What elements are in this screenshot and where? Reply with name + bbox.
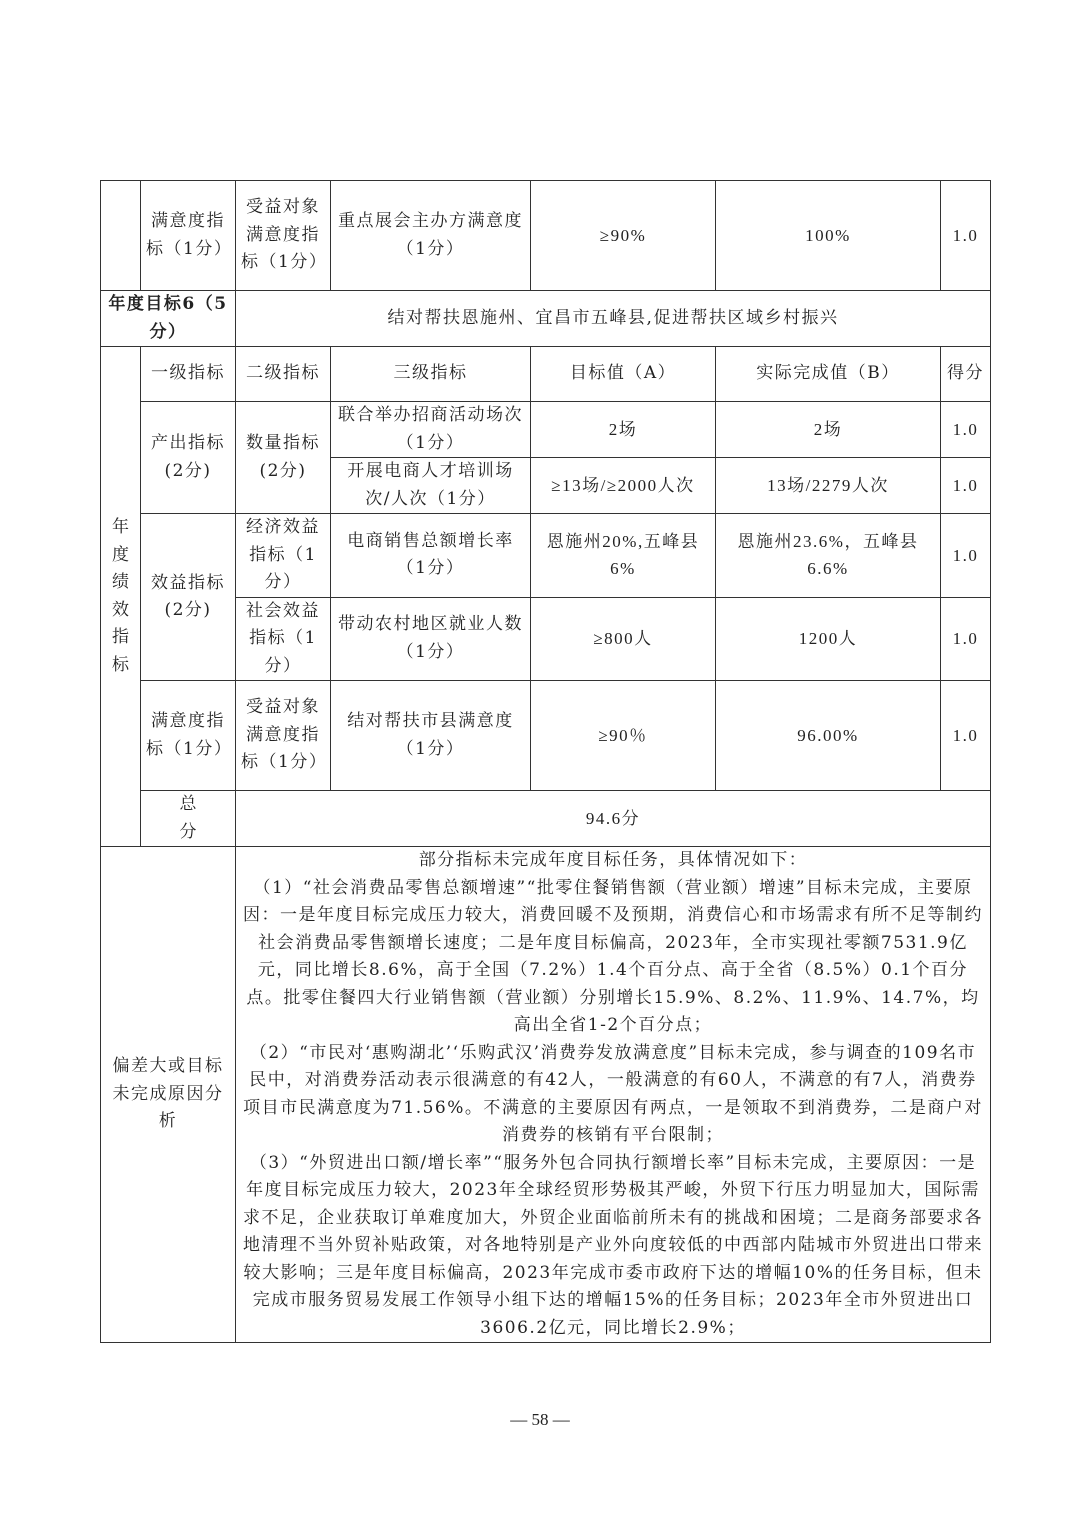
- target-cell: ≥90％: [531, 681, 716, 791]
- score-cell: 1.0: [941, 181, 991, 291]
- page-number: — 58 —: [510, 1410, 570, 1429]
- analysis-paragraph-2: （2）“市民对‘惠购湖北’‘乐购武汉’消费券发放满意度”目标未完成，参与调查的109名市民中，对消费券活动表示很满意的有42人，一般满意的有60人，不满意的有7人，消费券项目市民满意度为71.56%。不满意的主要原因有两点，一是领取不到消费券，二是商户对消费券的核销有平台限制；: [243, 1042, 983, 1145]
- level3-cell: 重点展会主办方满意度（1分）: [331, 181, 531, 291]
- level3-cell: 开展电商人才培训场次/人次（1分）: [331, 458, 531, 514]
- total-value: 94.6分: [236, 791, 991, 847]
- section-label: 年度绩效指标: [101, 347, 141, 847]
- output-level2: 数量指标(2分): [236, 402, 331, 514]
- table-header-row: [101, 347, 991, 402]
- blank-cell: [101, 181, 141, 291]
- score-cell: 1.0: [941, 402, 991, 458]
- table-row: [101, 402, 991, 458]
- level2-cell: 受益对象满意度指标（1分）: [236, 181, 331, 291]
- level2-cell: 经济效益指标（1分）: [236, 514, 331, 598]
- header-actual: 实际完成值（B）: [716, 347, 941, 402]
- score-cell: 1.0: [941, 597, 991, 681]
- goal-label: 年度目标6（5分）: [101, 291, 236, 347]
- analysis-paragraph-1: （1）“社会消费品零售总额增速”“批零住餐销售额（营业额）增速”目标未完成，主要原因：一是年度目标完成压力较大，消费回暖不及预期，消费信心和市场需求有所不足等制约社会消费品零售额增长速度；二是年度目标偏高，2023年，全市实现社零额7531.9亿元，同比增长8.6%，高于全国（7.2%）1.4个百分点、高于全省（8.5%）0.1个百分点。批零住餐四大行业销售额（营业额）分别增长15.9%、8.2%、11.9%、14.7%，均高出全省1-2个百分点；: [243, 877, 983, 1035]
- table-row: [101, 514, 991, 598]
- level2-cell: 社会效益指标（1分）: [236, 597, 331, 681]
- table-row: [101, 181, 991, 291]
- table-row: [101, 681, 991, 791]
- table-row: [101, 291, 991, 347]
- total-label: 总分: [141, 791, 236, 847]
- level3-cell: 联合举办招商活动场次（1分）: [331, 402, 531, 458]
- header-level1: 一级指标: [141, 347, 236, 402]
- level2-cell: 受益对象满意度指标（1分）: [236, 681, 331, 791]
- goal-text: 结对帮扶恩施州、宜昌市五峰县,促进帮扶区域乡村振兴: [236, 291, 991, 347]
- level1-cell: 满意度指标（1分）: [141, 681, 236, 791]
- actual-cell: 96.00%: [716, 681, 941, 791]
- target-cell: ≥800人: [531, 597, 716, 681]
- actual-cell: 1200人: [716, 597, 941, 681]
- level3-cell: 带动农村地区就业人数（1分）: [331, 597, 531, 681]
- performance-table: [100, 180, 991, 1343]
- total-row: [101, 791, 991, 847]
- deviation-analysis: [236, 847, 991, 1343]
- analysis-intro: 部分指标未完成年度目标任务，具体情况如下：: [418, 850, 808, 870]
- actual-cell: 恩施州23.6%，五峰县6.6%: [716, 514, 941, 598]
- level3-cell: 电商销售总额增长率（1分）: [331, 514, 531, 598]
- target-cell: 2场: [531, 402, 716, 458]
- level3-cell: 结对帮扶市县满意度（1分）: [331, 681, 531, 791]
- deviation-label: 偏差大或目标未完成原因分析: [101, 847, 236, 1343]
- score-cell: 1.0: [941, 681, 991, 791]
- analysis-paragraph-3: （3）“外贸进出口额/增长率”“服务外包合同执行额增长率”目标未完成，主要原因：一是年度目标完成压力较大，2023年全球经贸形势极其严峻，外贸下行压力明显加大，国际需求不足，企业获取订单难度加大，外贸企业面临前所未有的挑战和困境；二是商务部要求各地清理不当外贸补贴政策，对各地特别是产业外向度较低的中西部内陆城市外贸进出口带来较大影响；三是年度目标偏高，2023年完成市委市政府下达的增幅10%的任务目标，但未完成市服务贸易发展工作领导小组下达的增幅15%的任务目标；2023年全市外贸进出口3606.2亿元，同比增长2.9%；: [243, 1152, 983, 1338]
- benefit-level1: 效益指标(2分): [141, 514, 236, 681]
- target-cell: 恩施州20%,五峰县6%: [531, 514, 716, 598]
- deviation-row: [101, 847, 991, 1343]
- level1-cell: 满意度指标（1分）: [141, 181, 236, 291]
- header-level2: 二级指标: [236, 347, 331, 402]
- header-target: 目标值（A）: [531, 347, 716, 402]
- actual-cell: 2场: [716, 402, 941, 458]
- target-cell: ≥13场/≥2000人次: [531, 458, 716, 514]
- output-level1: 产出指标(2分): [141, 402, 236, 514]
- header-score: 得分: [941, 347, 991, 402]
- target-cell: ≥90%: [531, 181, 716, 291]
- header-level3: 三级指标: [331, 347, 531, 402]
- score-cell: 1.0: [941, 514, 991, 598]
- actual-cell: 100%: [716, 181, 941, 291]
- score-cell: 1.0: [941, 458, 991, 514]
- actual-cell: 13场/2279人次: [716, 458, 941, 514]
